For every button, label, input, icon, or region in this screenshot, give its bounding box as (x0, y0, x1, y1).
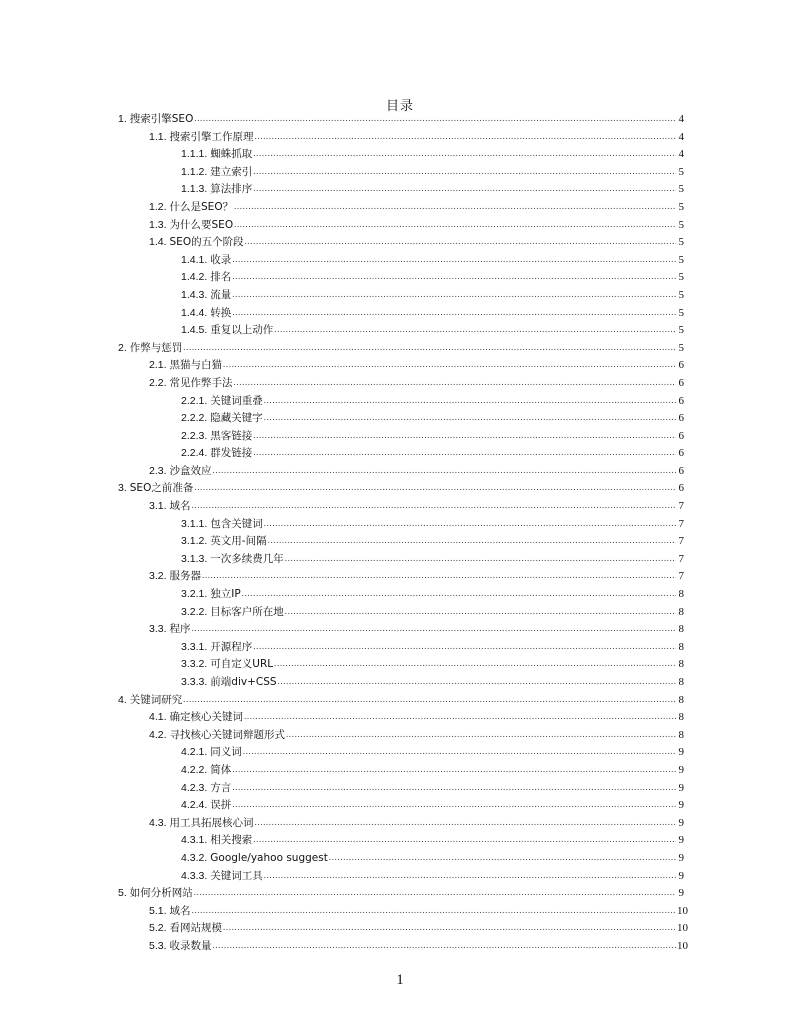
toc-dot-leader (202, 567, 676, 585)
toc-entry-page: 4 (678, 113, 684, 125)
toc-entry-number: 1. (118, 113, 127, 125)
toc-entry-page: 10 (677, 922, 688, 935)
toc-entry-page: 5 (678, 165, 684, 178)
toc-entry-title: 建立索引 (210, 165, 253, 178)
toc-entry-number: 1.4.5. (181, 324, 208, 337)
toc-entry-page: 8 (678, 623, 684, 636)
toc-entry[interactable] (118, 780, 684, 798)
toc-dot-leader (253, 145, 676, 163)
toc-entry-number: 3. (118, 482, 127, 495)
toc-dot-leader (232, 779, 676, 797)
toc-entry[interactable] (118, 146, 684, 164)
toc-entry-page: 6 (678, 464, 684, 477)
toc-dot-leader (255, 814, 676, 832)
toc-entry[interactable] (118, 217, 684, 235)
toc-dot-leader (253, 163, 676, 181)
toc-entry-number: 1.1.1. (181, 148, 208, 161)
toc-entry-page: 9 (678, 816, 684, 829)
toc-dot-leader (232, 796, 676, 814)
toc-entry-number: 2.2.3. (181, 429, 208, 442)
toc-entry-title: 黑猫与白猫 (169, 359, 223, 372)
toc-entry-number: 2.2.2. (181, 412, 208, 425)
toc-entry-number: 3.2.2. (181, 605, 208, 618)
toc-entry-page: 4 (678, 130, 684, 143)
toc-dot-leader (253, 638, 676, 656)
page-number: 1 (396, 972, 404, 988)
toc-entry-page: 8 (678, 588, 684, 601)
toc-entry[interactable] (118, 357, 684, 375)
toc-entry-page: 7 (678, 517, 684, 530)
toc-entry-title: 独立IP (210, 588, 241, 601)
toc-entry-number: 3.2.1. (181, 588, 208, 601)
toc-dot-leader (242, 585, 676, 603)
toc-entry-page: 9 (678, 799, 684, 812)
toc-dot-leader (264, 409, 676, 427)
toc-entry-title: 排名 (210, 271, 232, 284)
toc-entry-page: 6 (678, 482, 684, 495)
toc-dot-leader (264, 867, 676, 885)
toc-entry-page: 9 (678, 869, 684, 882)
toc-entry-page: 7 (678, 570, 684, 583)
toc-entry-number: 4.3.1. (181, 834, 208, 847)
toc-entry[interactable] (118, 516, 684, 534)
toc-dot-leader (232, 286, 676, 304)
toc-dot-leader (234, 374, 676, 392)
toc-entry-number: 1.4.3. (181, 288, 208, 301)
toc-entry[interactable] (118, 445, 684, 463)
toc-entry[interactable] (118, 199, 684, 217)
toc-entry-page: 9 (678, 763, 684, 776)
toc-entry-number: 1.4.1. (181, 253, 208, 266)
toc-entry[interactable] (118, 727, 684, 745)
toc-entry-number: 4.2.1. (181, 746, 208, 759)
toc-entry-title: 误拼 (210, 799, 232, 812)
toc-entry[interactable] (118, 938, 688, 956)
toc-entry-title: 用工具拓展核心词 (169, 816, 254, 829)
toc-entry[interactable] (118, 797, 684, 815)
toc-entry-page: 8 (678, 693, 684, 706)
toc-dot-leader (274, 321, 676, 339)
toc-entry-page: 10 (677, 904, 688, 917)
toc-entry-page: 7 (678, 535, 684, 548)
toc-entry-page: 9 (678, 746, 684, 759)
toc-dot-leader (253, 180, 676, 198)
toc-entry-title: 一次多续费几年 (210, 552, 284, 565)
toc-entry-title: 黑客链接 (210, 429, 253, 442)
toc-dot-leader (285, 550, 676, 568)
toc-entry-title: 如何分析网站 (129, 887, 193, 900)
toc-entry-title: 关键词重叠 (210, 394, 263, 407)
toc-entry[interactable] (118, 234, 684, 252)
toc-entry-page: 5 (678, 288, 684, 301)
toc-entry-title: 包含关键词 (210, 517, 263, 530)
toc-entry[interactable] (118, 480, 684, 498)
toc-entry-number: 4. (118, 693, 127, 706)
toc-dot-leader (274, 655, 676, 673)
toc-entry-title: 收录数量 (169, 939, 212, 952)
toc-entry-title: 作弊与惩罚 (129, 341, 183, 354)
toc-entry[interactable] (118, 164, 684, 182)
toc-entry-page: 6 (678, 412, 684, 425)
toc-entry-title: 算法排序 (210, 183, 253, 196)
toc-dot-leader (192, 497, 676, 515)
toc-dot-leader (223, 356, 676, 374)
toc-entry-number: 2.1. (149, 359, 167, 372)
toc-entry-number: 1.1. (149, 130, 167, 143)
toc-entry-title: Google/yahoo suggest (210, 851, 328, 864)
toc-entry-title: 确定核心关键词 (169, 711, 244, 724)
toc-entry-number: 1.3. (149, 218, 167, 231)
toc-entry-number: 1.4. (149, 236, 167, 249)
toc-entry-page: 8 (678, 640, 684, 653)
toc-entry[interactable] (118, 269, 684, 287)
toc-entry-title: 群发链接 (210, 447, 253, 460)
toc-entry-number: 3.2. (149, 570, 167, 583)
toc-entry-title: 域名 (169, 500, 191, 513)
toc-dot-leader (285, 603, 676, 621)
toc-entry-title: 什么是SEO？ (169, 200, 234, 213)
toc-entry[interactable] (118, 832, 684, 850)
toc-dot-leader (192, 620, 676, 638)
toc-entry-number: 4.2.4. (181, 799, 208, 812)
toc-entry-page: 8 (678, 605, 684, 618)
toc-entry[interactable] (118, 903, 688, 921)
toc-entry-title: 看网站规模 (169, 922, 223, 935)
toc-entry-number: 3.1.3. (181, 552, 208, 565)
toc-entry[interactable] (118, 586, 684, 604)
toc-dot-leader (264, 515, 676, 533)
toc-entry-number: 3.1.1. (181, 517, 208, 530)
toc-entry-number: 4.2. (149, 728, 167, 741)
toc-entry-number: 4.3.2. (181, 851, 208, 864)
toc-title: 目录 (385, 99, 414, 114)
toc-dot-leader (253, 444, 676, 462)
toc-entry-title: 收录 (210, 253, 232, 266)
toc-entry[interactable] (118, 692, 684, 710)
toc-entry[interactable] (118, 252, 684, 270)
toc-dot-leader (286, 726, 676, 744)
toc-entry-page: 10 (677, 939, 688, 952)
toc-dot-leader (183, 339, 676, 357)
toc-entry-title: 重复以上动作 (210, 324, 274, 337)
toc-entry-page: 5 (678, 218, 684, 231)
toc-entry[interactable] (118, 762, 684, 780)
toc-entry-number: 4.2.3. (181, 781, 208, 794)
toc-dot-leader (223, 919, 676, 937)
toc-entry[interactable] (118, 850, 684, 868)
toc-entry-title: 为什么要SEO (169, 218, 234, 231)
toc-entry-number: 1.1.2. (181, 165, 208, 178)
toc-entry-number: 2.3. (149, 464, 167, 477)
toc-entry-number: 3.1. (149, 500, 167, 513)
toc-entry-page: 5 (678, 271, 684, 284)
toc-entry-title: 方言 (210, 781, 232, 794)
toc-entry-number: 2.2. (149, 376, 167, 389)
toc-entry-page: 5 (678, 200, 684, 213)
toc-entry-page: 5 (678, 341, 684, 354)
toc-entry-number: 4.3.3. (181, 869, 208, 882)
toc-entry-page: 6 (678, 429, 684, 442)
toc-entry-title: 寻找核心关键词辩题形式 (169, 728, 286, 741)
toc-entry-title: 蜘蛛抓取 (210, 148, 253, 161)
toc-entry-number: 2.2.4. (181, 447, 208, 460)
toc-entry-number: 4.3. (149, 816, 167, 829)
toc-entry-number: 2. (118, 341, 127, 354)
toc-entry-number: 5.2. (149, 922, 167, 935)
toc-entry-title: 域名 (169, 904, 191, 917)
toc-dot-leader (192, 902, 676, 920)
toc-entry-page: 8 (678, 676, 684, 688)
toc-entry-page: 9 (678, 834, 684, 847)
toc-entry-title: 同义词 (210, 746, 242, 759)
toc-dot-leader (268, 532, 676, 550)
toc-dot-leader (244, 708, 676, 726)
toc-entry-page: 6 (678, 394, 684, 407)
toc-entry[interactable] (118, 498, 684, 516)
toc-entry[interactable] (118, 410, 684, 428)
toc-entry-title: 目标客户所在地 (210, 605, 284, 618)
toc-entry[interactable] (118, 393, 684, 411)
toc-entry-number: 5.3. (149, 939, 167, 952)
toc-entry-number: 3.1.2. (181, 535, 208, 548)
toc-entry-page: 6 (678, 376, 684, 389)
toc-dot-leader (245, 233, 676, 251)
toc-dot-leader (232, 251, 676, 269)
toc-entry-page: 4 (678, 148, 684, 161)
toc-entry-title: 可自定义URL (210, 658, 274, 671)
toc-entry-title: 流量 (210, 288, 232, 301)
toc-dot-leader (213, 462, 676, 480)
toc-entry[interactable] (118, 551, 684, 569)
toc-entry[interactable] (118, 568, 684, 586)
toc-entry[interactable] (118, 181, 684, 199)
toc-dot-leader (264, 392, 676, 410)
toc-entry[interactable] (118, 604, 684, 622)
toc-entry-page: 6 (678, 447, 684, 460)
toc-dot-leader (243, 743, 676, 761)
toc-dot-leader (213, 937, 676, 955)
toc-entry-number: 3.3.3. (181, 676, 208, 688)
toc-entry[interactable] (118, 340, 684, 358)
toc-entry[interactable] (118, 621, 684, 639)
toc-dot-leader (255, 128, 676, 146)
toc-entry-title: 转换 (210, 306, 232, 319)
toc-entry[interactable] (118, 533, 684, 551)
toc-entry-number: 5. (118, 887, 127, 900)
toc-dot-leader (234, 216, 676, 234)
toc-entry-title: 沙盒效应 (169, 464, 212, 477)
toc-entry[interactable] (118, 129, 684, 147)
toc-entry-title: 开源程序 (210, 640, 253, 653)
toc-entry-number: 5.1. (149, 904, 167, 917)
toc-entry[interactable] (118, 287, 684, 305)
toc-entry-page: 9 (678, 887, 684, 900)
toc-entry[interactable] (118, 885, 684, 903)
toc-entry-page: 5 (678, 324, 684, 337)
toc-entry-title: SEO的五个阶段 (169, 236, 244, 249)
toc-entry[interactable] (118, 920, 688, 938)
toc-entry-title: 英文用-间隔 (210, 535, 267, 548)
toc-entry-title: 服务器 (169, 570, 202, 583)
toc-entry[interactable] (118, 674, 684, 692)
toc-entry[interactable] (118, 639, 684, 657)
toc-entry-number: 1.2. (149, 200, 167, 213)
toc-entry[interactable] (118, 375, 684, 393)
toc-entry-number: 4.2.2. (181, 763, 208, 776)
toc-entry-number: 2.2.1. (181, 394, 208, 407)
toc-entry-title: 搜索引擎工作原理 (169, 130, 254, 143)
toc-entry-title: 前端div+CSS (210, 676, 277, 688)
toc-entry-page: 5 (678, 183, 684, 196)
toc-dot-leader (253, 427, 676, 445)
toc-entry[interactable] (118, 428, 684, 446)
toc-entry-title: 隐藏关键字 (210, 412, 263, 425)
toc-entry-title: 简体 (210, 763, 232, 776)
toc-entry-title: 关键词工具 (210, 869, 263, 882)
toc-entry-page: 9 (678, 851, 684, 864)
toc-entry-page: 8 (678, 728, 684, 741)
toc-entry-title: 程序 (169, 623, 191, 636)
toc-entry[interactable] (118, 744, 684, 762)
toc-dot-leader (194, 110, 676, 128)
toc-entry-page: 5 (678, 306, 684, 319)
toc-entry-page: 5 (678, 236, 684, 249)
toc-entry-number: 4.1. (149, 711, 167, 724)
toc-entry-page: 5 (678, 253, 684, 266)
toc-entry[interactable] (118, 463, 684, 481)
toc-entry-title: 常见作弊手法 (169, 376, 233, 389)
toc-dot-leader (253, 831, 676, 849)
toc-entry[interactable] (118, 656, 684, 674)
toc-entry-title: SEO之前准备 (129, 482, 194, 495)
toc-dot-leader (232, 268, 676, 286)
toc-entry-number: 3.3.2. (181, 658, 208, 671)
toc-entry-page: 7 (678, 500, 684, 513)
toc-entry[interactable] (118, 709, 684, 727)
toc-entry-number: 1.4.2. (181, 271, 208, 284)
toc-entry-page: 7 (678, 552, 684, 565)
toc-entry[interactable] (118, 322, 684, 340)
toc-dot-leader (194, 479, 676, 497)
toc-dot-leader (329, 849, 676, 867)
toc-entry-number: 1.4.4. (181, 306, 208, 319)
toc-dot-leader (232, 304, 676, 322)
toc-entry-page: 6 (678, 359, 684, 372)
table-of-contents (118, 111, 688, 956)
toc-entry-title: 相关搜索 (210, 834, 253, 847)
toc-dot-leader (232, 761, 676, 779)
toc-dot-leader (278, 673, 676, 691)
toc-entry[interactable] (118, 868, 684, 886)
toc-entry-page: 9 (678, 781, 684, 794)
toc-entry-page: 8 (678, 658, 684, 671)
toc-dot-leader (234, 198, 676, 216)
toc-entry[interactable] (118, 305, 684, 323)
toc-entry-number: 1.1.3. (181, 183, 208, 196)
toc-entry-number: 3.3. (149, 623, 167, 636)
toc-entry[interactable] (118, 815, 684, 833)
toc-entry-page: 8 (678, 711, 684, 724)
toc-entry-title: 关键词研究 (129, 693, 183, 706)
toc-entry-title: 搜索引擎SEO (129, 113, 194, 125)
toc-dot-leader (183, 691, 676, 709)
toc-entry-number: 3.3.1. (181, 640, 208, 653)
toc-dot-leader (194, 884, 676, 902)
toc-entry[interactable] (118, 111, 684, 129)
